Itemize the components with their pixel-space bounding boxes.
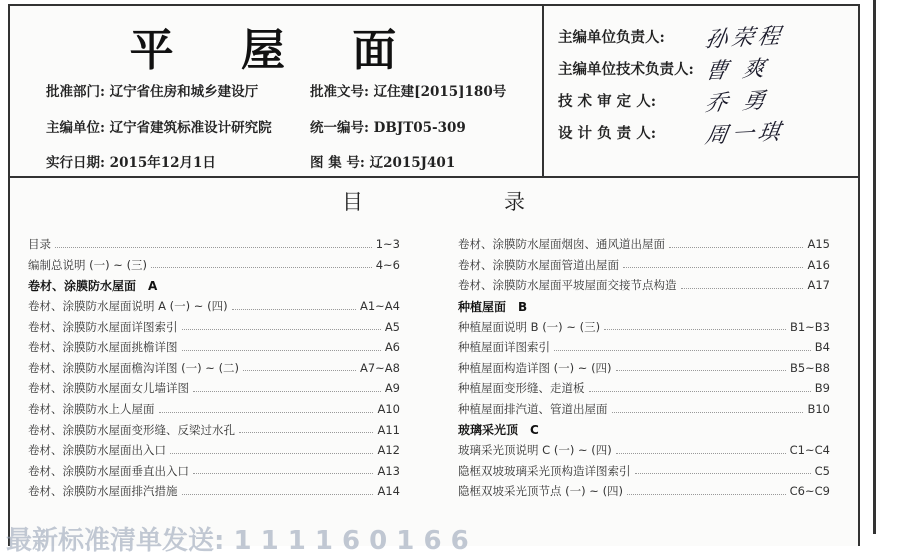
toc-entry-title: 卷材、涂膜防水屋面排汽措施: [28, 484, 178, 499]
person-row: [558, 20, 848, 52]
toc-entry-page: A1~A4: [359, 299, 400, 314]
toc-leader-dots: [627, 494, 786, 495]
toc-entry-page: B5~B8: [789, 360, 830, 375]
toc-leader-dots: [623, 267, 803, 268]
responsible-persons: [558, 20, 848, 148]
person-role: 设 计 负 责 人:: [558, 124, 657, 142]
toc-entry-title: 种植屋面说明 B (一) ~ (三): [458, 319, 601, 334]
toc-entry: [458, 481, 830, 502]
toc-entry: [28, 440, 400, 461]
toc-entry-page: C1~C4: [789, 443, 830, 458]
toc-leader-dots: [182, 329, 381, 330]
toc-leader-dots: [170, 453, 373, 454]
toc-entry: [28, 337, 400, 358]
toc-entry-title: 卷材、涂膜防水上人屋面: [28, 402, 155, 417]
toc-entry-page: A7~A8: [359, 360, 400, 375]
toc-leader-dots: [635, 473, 811, 474]
toc-entry-page: A5: [384, 319, 400, 334]
toc-entry-title: 卷材、涂膜防水屋面变形缝、反梁过水孔: [28, 422, 235, 437]
toc-entry: [458, 275, 830, 296]
toc-leader-dots: [159, 412, 374, 413]
toc-entry: [28, 419, 400, 440]
approval-dept: 批准部门: 辽宁省住房和城乡建设厅: [46, 84, 259, 100]
effective-date: 实行日期: 2015年12月1日: [46, 155, 216, 171]
signature: 曹 爽: [703, 55, 771, 85]
toc-entry-page: C5: [814, 463, 830, 478]
unified-number: 统一编号: DBJT05-309: [310, 120, 466, 136]
toc-entry-title: 卷材、涂膜防水屋面烟囱、通风道出屋面: [458, 237, 665, 252]
toc-entry: [458, 316, 830, 337]
toc-entry-title: 目录: [28, 237, 51, 252]
toc-entry-title: 隐框双坡采光顶节点 (一) ~ (四): [458, 484, 624, 499]
toc-entry-page: A12: [377, 443, 400, 458]
toc-entry-page: A16: [807, 257, 830, 272]
toc-entry: [28, 481, 400, 502]
toc-leader-dots: [589, 391, 811, 392]
toc-leader-dots: [554, 350, 811, 351]
toc-leader-dots: [681, 288, 804, 289]
toc-entry-title: 卷材、涂膜防水屋面垂直出入口: [28, 463, 189, 478]
sheet-edge-line: [873, 0, 876, 534]
toc-heading-right: 录: [504, 190, 525, 214]
toc-leader-dots: [193, 391, 381, 392]
toc-entry-title: 编制总说明 (一) ~ (三): [28, 257, 148, 272]
toc-leader-dots: [193, 473, 373, 474]
toc-entry-page: A17: [807, 278, 830, 293]
toc-section-heading: [458, 419, 830, 440]
toc-entry-title: 玻璃采光顶说明 C (一) ~ (四): [458, 443, 612, 458]
toc-entry-title: 卷材、涂膜防水屋面挑檐详图: [28, 340, 178, 355]
watermark: 最新标准清单发送: 1 1 1 1 6 0 1 6 6: [6, 526, 469, 556]
toc-leader-dots: [182, 350, 381, 351]
toc-entry-page: A14: [377, 484, 400, 499]
toc-entry-title: 隐框双坡玻璃采光顶构造详图索引: [458, 463, 631, 478]
person-role: 主编单位技术负责人:: [558, 60, 694, 78]
person-role: 主编单位负责人:: [558, 28, 665, 46]
toc-leader-dots: [604, 329, 786, 330]
atlas-number: 图 集 号: 辽2015J401: [310, 155, 456, 171]
toc-entry-title: 卷材、涂膜防水屋面平坡屋面交接节点构造: [458, 278, 677, 293]
toc-entry-title: 种植屋面变形缝、走道板: [458, 381, 585, 396]
toc-left-column: [28, 234, 400, 502]
toc-entry-title: 卷材、涂膜防水屋面说明 A (一) ~ (四): [28, 299, 228, 314]
toc-entry: [28, 234, 400, 255]
toc-entry-title: 种植屋面 B: [458, 299, 528, 314]
toc-entry: [28, 378, 400, 399]
toc-leader-dots: [232, 309, 356, 310]
page-title: 平 屋 面: [129, 25, 423, 76]
toc-right-column: [458, 234, 830, 502]
toc-entry-page: A9: [384, 381, 400, 396]
toc-leader-dots: [239, 432, 373, 433]
person-role: 技 术 审 定 人:: [558, 92, 657, 110]
toc-entry-page: B1~B3: [789, 319, 830, 334]
toc-entry-page: A10: [377, 402, 400, 417]
signature: 孙荣程: [703, 23, 787, 53]
toc-entry-title: 卷材、涂膜防水屋面管道出屋面: [458, 257, 619, 272]
toc-entry-page: B10: [807, 402, 830, 417]
toc-entry: [28, 399, 400, 420]
editor-unit: 主编单位: 辽宁省建筑标准设计研究院: [46, 120, 272, 136]
toc-entry-page: A11: [377, 422, 400, 437]
toc-entry: [458, 337, 830, 358]
toc-entry-page: 4~6: [375, 257, 400, 272]
toc-entry-page: 1~3: [375, 237, 400, 252]
toc-entry: [28, 296, 400, 317]
signature: 周一琪: [703, 119, 787, 149]
toc-leader-dots: [616, 370, 786, 371]
toc-entry-title: 卷材、涂膜防水屋面檐沟详图 (一) ~ (二): [28, 360, 240, 375]
signature: 乔 勇: [703, 87, 771, 117]
toc-entry: [458, 234, 830, 255]
toc-leader-dots: [669, 247, 803, 248]
toc-entry: [458, 399, 830, 420]
approval-doc: 批准文号: 辽住建[2015]180号: [310, 84, 507, 100]
toc-leader-dots: [55, 247, 372, 248]
toc-entry: [458, 378, 830, 399]
toc-leader-dots: [182, 494, 374, 495]
toc-entry-page: A6: [384, 340, 400, 355]
toc-entry: [458, 440, 830, 461]
toc-entry: [28, 358, 400, 379]
toc-entry-title: 种植屋面详图索引: [458, 340, 550, 355]
toc-entry-page: A15: [807, 237, 830, 252]
toc-entry: [458, 358, 830, 379]
toc-entry-page: B4: [814, 340, 830, 355]
drawing-sheet: [8, 4, 860, 546]
toc-entry-title: 卷材、涂膜防水屋面 A: [28, 278, 158, 293]
toc-entry-page: C6~C9: [789, 484, 830, 499]
toc-entry: [28, 461, 400, 482]
toc-entry-page: A13: [377, 463, 400, 478]
person-row: [558, 52, 848, 84]
toc-entry-title: 种植屋面构造详图 (一) ~ (四): [458, 360, 612, 375]
person-row: [558, 116, 848, 148]
header-divider: [542, 6, 544, 176]
toc-section-heading: [28, 275, 400, 296]
toc-leader-dots: [616, 453, 786, 454]
toc-entry: [458, 255, 830, 276]
toc-entry-page: B9: [814, 381, 830, 396]
toc-entry: [458, 461, 830, 482]
title-block: [10, 6, 858, 178]
toc-leader-dots: [151, 267, 372, 268]
toc-leader-dots: [243, 370, 356, 371]
toc-heading-left: 目: [342, 190, 363, 214]
toc-entry-title: 玻璃采光顶 C: [458, 423, 539, 438]
toc-leader-dots: [612, 412, 804, 413]
toc-entry: [28, 316, 400, 337]
toc-section-heading: [458, 296, 830, 317]
toc-entry-title: 卷材、涂膜防水屋面女儿墙详图: [28, 381, 189, 396]
toc-entry-title: 种植屋面排汽道、管道出屋面: [458, 402, 608, 417]
toc-entry-title: 卷材、涂膜防水屋面出入口: [28, 443, 166, 458]
toc-entry-title: 卷材、涂膜防水屋面详图索引: [28, 319, 178, 334]
toc-entry: [28, 255, 400, 276]
person-row: [558, 84, 848, 116]
